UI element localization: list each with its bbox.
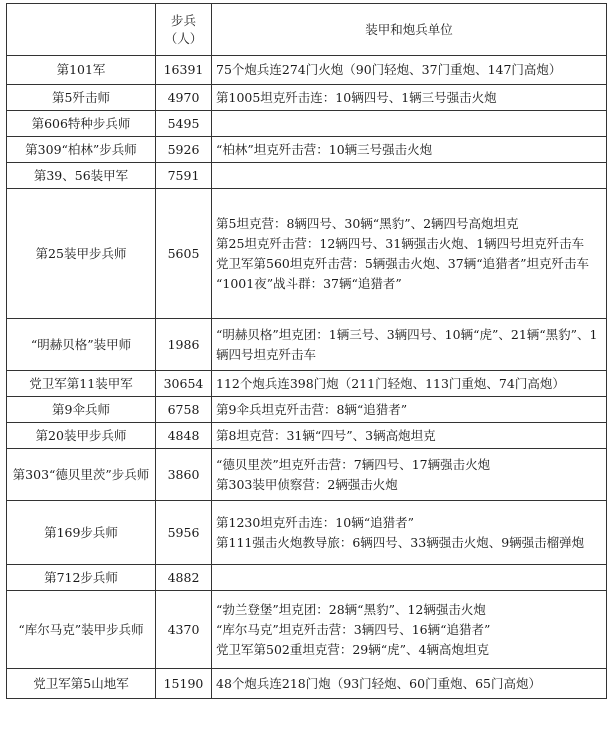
unit-cell: 第309“柏林”步兵师 <box>7 137 156 163</box>
infantry-cell: 4882 <box>156 565 212 591</box>
infantry-cell: 4970 <box>156 85 212 111</box>
armor-cell <box>212 565 607 591</box>
armor-line: 112个炮兵连398门炮（211门轻炮、113门重炮、74门高炮） <box>216 375 565 391</box>
infantry-cell: 4848 <box>156 423 212 449</box>
unit-cell: 第5歼击师 <box>7 85 156 111</box>
armor-line: 第1230坦克歼击连：10辆“追猎者” <box>216 514 414 530</box>
armor-line: 第25坦克歼击营：12辆四号、31辆强击火炮、1辆四号坦克歼击车 <box>216 235 585 251</box>
unit-cell: 第101军 <box>7 56 156 85</box>
armor-line: 党卫军第502重坦克营：29辆“虎”、4辆高炮坦克 <box>216 641 489 657</box>
order-of-battle-table <box>6 3 607 699</box>
infantry-cell: 4370 <box>156 591 212 669</box>
armor-cell <box>212 189 607 319</box>
armor-line: “勃兰登堡”坦克团：28辆“黑豹”、12辆强击火炮 <box>216 601 486 617</box>
unit-cell: 第712步兵师 <box>7 565 156 591</box>
unit-cell: 第20装甲步兵师 <box>7 423 156 449</box>
armor-line: “库尔马克”坦克歼击营：3辆四号、16辆“追猎者” <box>216 621 491 637</box>
armor-cell <box>212 85 607 111</box>
infantry-cell: 15190 <box>156 669 212 699</box>
infantry-cell: 5495 <box>156 111 212 137</box>
unit-cell: “库尔马克”装甲步兵师 <box>7 591 156 669</box>
table-row <box>7 501 607 565</box>
armor-line: “明赫贝格”坦克团：1辆三号、3辆四号、10辆“虎”、21辆“黑豹”、1辆四号坦克歼击车 <box>216 326 598 362</box>
unit-cell: 第169步兵师 <box>7 501 156 565</box>
infantry-cell: 6758 <box>156 397 212 423</box>
header-armor: 装甲和炮兵单位 <box>212 4 607 56</box>
table-row <box>7 111 607 137</box>
armor-line: 党卫军第560坦克歼击营：5辆强击火炮、37辆“追猎者”坦克歼击车 <box>216 255 589 271</box>
armor-cell <box>212 56 607 85</box>
unit-cell: “明赫贝格”装甲师 <box>7 319 156 371</box>
armor-line: 48个炮兵连218门炮（93门轻炮、60门重炮、65门高炮） <box>216 675 541 691</box>
infantry-cell: 3860 <box>156 449 212 501</box>
table-row <box>7 319 607 371</box>
unit-cell: 党卫军第5山地军 <box>7 669 156 699</box>
table-row <box>7 137 607 163</box>
armor-line: 第5坦克营：8辆四号、30辆“黑豹”、2辆四号高炮坦克 <box>216 215 519 231</box>
armor-cell <box>212 137 607 163</box>
armor-cell <box>212 591 607 669</box>
header-unit <box>7 4 156 56</box>
header-infantry: 步兵（人） <box>156 4 212 56</box>
armor-line: “德贝里茨”坦克歼击营：7辆四号、17辆强击火炮 <box>216 456 491 472</box>
table-row <box>7 397 607 423</box>
armor-line: 第1005坦克歼击连：10辆四号、1辆三号强击火炮 <box>216 89 497 105</box>
armor-line: 75个炮兵连274门火炮（90门轻炮、37门重炮、147门高炮） <box>216 62 562 77</box>
table-row <box>7 163 607 189</box>
armor-cell <box>212 669 607 699</box>
armor-line: “柏林”坦克歼击营：10辆三号强击火炮 <box>216 141 433 157</box>
table-row <box>7 85 607 111</box>
armor-cell <box>212 371 607 397</box>
infantry-cell: 1986 <box>156 319 212 371</box>
armor-line: 第303装甲侦察营：2辆强击火炮 <box>216 476 398 492</box>
table-row <box>7 669 607 699</box>
armor-cell <box>212 319 607 371</box>
header-row <box>7 4 607 56</box>
infantry-cell: 30654 <box>156 371 212 397</box>
armor-cell <box>212 397 607 423</box>
armor-line: “1001夜”战斗群：37辆“追猎者” <box>216 275 402 291</box>
table-row <box>7 565 607 591</box>
unit-cell: 第25装甲步兵师 <box>7 189 156 319</box>
armor-cell <box>212 423 607 449</box>
armor-cell <box>212 111 607 137</box>
infantry-cell: 5605 <box>156 189 212 319</box>
armor-line: 第111强击火炮教导旅：6辆四号、33辆强击火炮、9辆强击榴弹炮 <box>216 534 585 550</box>
table-row <box>7 423 607 449</box>
armor-line: 第8坦克营：31辆“四号”、3辆高炮坦克 <box>216 427 436 443</box>
armor-cell <box>212 449 607 501</box>
unit-cell: 第9伞兵师 <box>7 397 156 423</box>
infantry-cell: 7591 <box>156 163 212 189</box>
table-row <box>7 591 607 669</box>
infantry-cell: 5956 <box>156 501 212 565</box>
armor-cell <box>212 501 607 565</box>
infantry-cell: 16391 <box>156 56 212 85</box>
table-row <box>7 56 607 85</box>
unit-cell: 第606特种步兵师 <box>7 111 156 137</box>
table-row <box>7 449 607 501</box>
armor-line: 第9伞兵坦克歼击营：8辆“追猎者” <box>216 401 408 417</box>
unit-cell: 第303“德贝里茨”步兵师 <box>7 449 156 501</box>
armor-cell <box>212 163 607 189</box>
infantry-cell: 5926 <box>156 137 212 163</box>
table-row <box>7 189 607 319</box>
unit-cell: 第39、56装甲军 <box>7 163 156 189</box>
unit-cell: 党卫军第11装甲军 <box>7 371 156 397</box>
table-row <box>7 371 607 397</box>
